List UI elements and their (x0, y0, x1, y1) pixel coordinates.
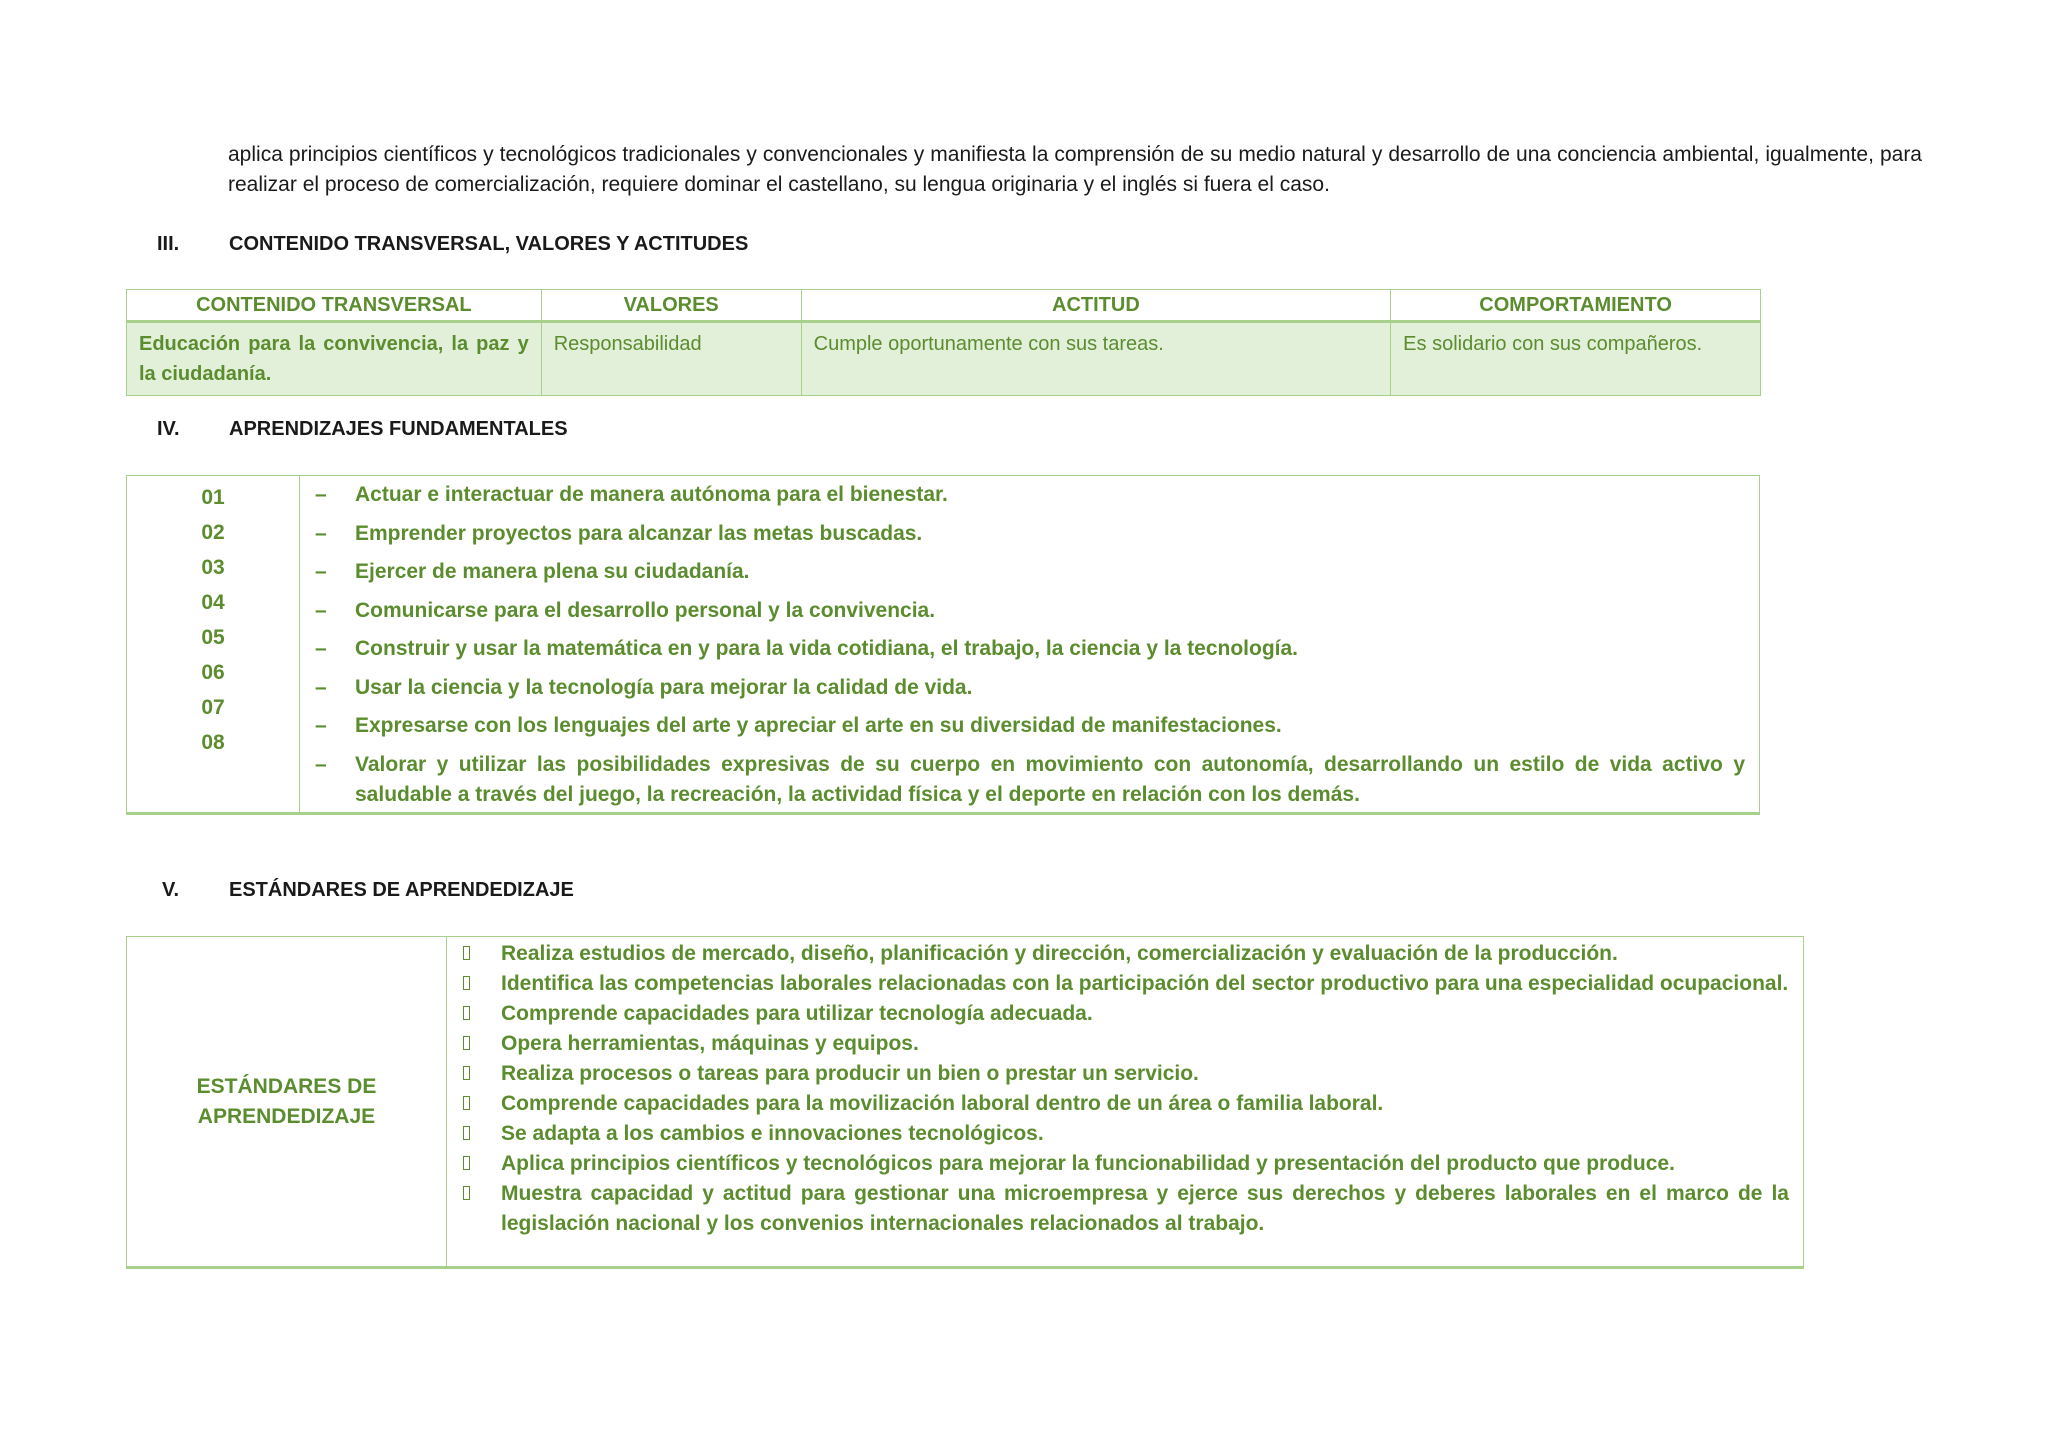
list-item-text: Identifica las competencias laborales relacionadas con la participación del sector productivo para una especialidad ocupacional. (501, 972, 1789, 995)
list-item-text: Comprende capacidades para la movilización laboral dentro de un área o familia laboral. (501, 1092, 1384, 1115)
section-3-number: III. (157, 233, 180, 255)
list-item-text: Muestra capacidad y actitud para gestionar una microempresa y ejerce sus derechos y deberes laborales en el marco de la legislación nacional y los convenios internacionales relacionados al trabajo. (501, 1182, 1789, 1235)
list-item (461, 1029, 1789, 1059)
square-bullet-icon (463, 1156, 470, 1170)
header-comportamiento: COMPORTAMIENTO (1391, 290, 1761, 322)
section-4-title: APRENDIZAJES FUNDAMENTALES (229, 418, 568, 440)
list-item (315, 634, 1745, 664)
standards-items-list (461, 939, 1789, 1239)
dash-bullet: – (315, 752, 327, 776)
dash-bullet: – (315, 483, 327, 506)
square-bullet-icon (463, 1126, 470, 1140)
list-item (315, 596, 1745, 626)
dash-bullet: – (315, 714, 327, 737)
cell-actitud: Cumple oportunamente con sus tareas. (801, 322, 1391, 396)
table-row (127, 322, 1761, 396)
section-3-title: CONTENIDO TRANSVERSAL, VALORES Y ACTITUDES (229, 233, 749, 255)
list-item (461, 1119, 1789, 1149)
list-number: 05 (201, 626, 225, 649)
square-bullet-icon (463, 976, 470, 990)
list-number: 08 (201, 731, 225, 754)
square-bullet-icon (463, 1066, 470, 1080)
list-item-text: Realiza estudios de mercado, diseño, planificación y dirección, comercialización y evaluación de la producción. (501, 942, 1618, 965)
standards-label-line-2: APRENDEDIZAJE (197, 1104, 376, 1128)
section-5-title: ESTÁNDARES DE APRENDEDIZAJE (229, 879, 574, 901)
dash-bullet: – (315, 598, 327, 622)
list-number: 07 (201, 696, 225, 719)
list-item (461, 1059, 1789, 1089)
header-actitud: ACTITUD (801, 290, 1391, 322)
list-item (315, 480, 1745, 510)
list-item (461, 1149, 1789, 1179)
list-item-text: Ejercer de manera plena su ciudadanía. (355, 560, 750, 583)
table-header-row (127, 290, 1761, 322)
square-bullet-icon (463, 1036, 470, 1050)
list-item-text: Actuar e interactuar de manera autónoma para el bienestar. (355, 483, 948, 506)
list-number: 04 (201, 591, 225, 614)
section-4-number: IV. (157, 418, 180, 440)
square-bullet-icon (463, 1096, 470, 1110)
list-item-text: Opera herramientas, máquinas y equipos. (501, 1032, 919, 1055)
list-item-text: Comprende capacidades para utilizar tecnología adecuada. (501, 1002, 1093, 1025)
square-bullet-icon (463, 1186, 470, 1200)
list-number: 02 (201, 521, 225, 544)
list-item (461, 1089, 1789, 1119)
fundamental-numbers-column (127, 476, 300, 812)
list-item (315, 750, 1745, 810)
square-bullet-icon (463, 1006, 470, 1020)
dash-bullet: – (315, 560, 327, 583)
list-item (461, 939, 1789, 969)
list-item-text: Se adapta a los cambios e innovaciones tecnológicos. (501, 1122, 1044, 1145)
transversal-content-table (126, 289, 1761, 396)
list-item-text: Emprender proyectos para alcanzar las metas buscadas. (355, 521, 923, 545)
cell-contenido-transversal: Educación para la convivencia, la paz y la ciudadanía. (127, 322, 542, 396)
intro-paragraph: aplica principios científicos y tecnológicos tradicionales y convencionales y manifiesta la comprensión de su medio natural y desarrollo de una conciencia ambiental, igualmente, para realizar el proceso de comercialización, requiere dominar el castellano, su lengua originaria y el inglés si fuera el caso. (228, 143, 1922, 196)
cell-valores: Responsabilidad (541, 322, 801, 396)
list-item-text: Expresarse con los lenguajes del arte y apreciar el arte en su diversidad de manifestaciones. (355, 714, 1282, 737)
list-item-text: Comunicarse para el desarrollo personal y la convivencia. (355, 598, 936, 622)
square-bullet-icon (463, 946, 470, 960)
list-item-text: Usar la ciencia y la tecnología para mejorar la calidad de vida. (355, 675, 973, 699)
standards-label-line-1: ESTÁNDARES DE (196, 1074, 377, 1098)
learning-standards-box (126, 936, 1804, 1269)
list-item (315, 519, 1745, 549)
standards-label (127, 937, 447, 1266)
header-contenido-transversal: CONTENIDO TRANSVERSAL (127, 290, 542, 322)
cell-comportamiento: Es solidario con sus compañeros. (1391, 322, 1761, 396)
list-item-text: Realiza procesos o tareas para producir un bien o prestar un servicio. (501, 1062, 1199, 1085)
dash-bullet: – (315, 637, 327, 660)
dash-bullet: – (315, 521, 327, 545)
list-item (315, 673, 1745, 703)
section-5-number: V. (162, 879, 180, 901)
list-number: 03 (201, 556, 225, 579)
header-valores: VALORES (541, 290, 801, 322)
fundamental-items-list (315, 480, 1745, 818)
list-item (461, 969, 1789, 999)
fundamental-learnings-box (126, 475, 1760, 815)
dash-bullet: – (315, 675, 327, 699)
list-item (461, 999, 1789, 1029)
list-item (315, 557, 1745, 587)
list-item (461, 1179, 1789, 1239)
list-item-text: Valorar y utilizar las posibilidades expresivas de su cuerpo en movimiento con autonomía, desarrollando un estilo de vida activo y saludable a través del juego, la recreación, la actividad física y el deporte en relación con los demás. (355, 752, 1745, 806)
list-item-text: Construir y usar la matemática en y para la vida cotidiana, el trabajo, la ciencia y la tecnología. (355, 637, 1299, 660)
list-item (315, 711, 1745, 741)
list-number: 01 (201, 486, 225, 509)
list-number: 06 (201, 661, 225, 684)
list-item-text: Aplica principios científicos y tecnológicos para mejorar la funcionabilidad y presentación del producto que produce. (501, 1152, 1675, 1175)
